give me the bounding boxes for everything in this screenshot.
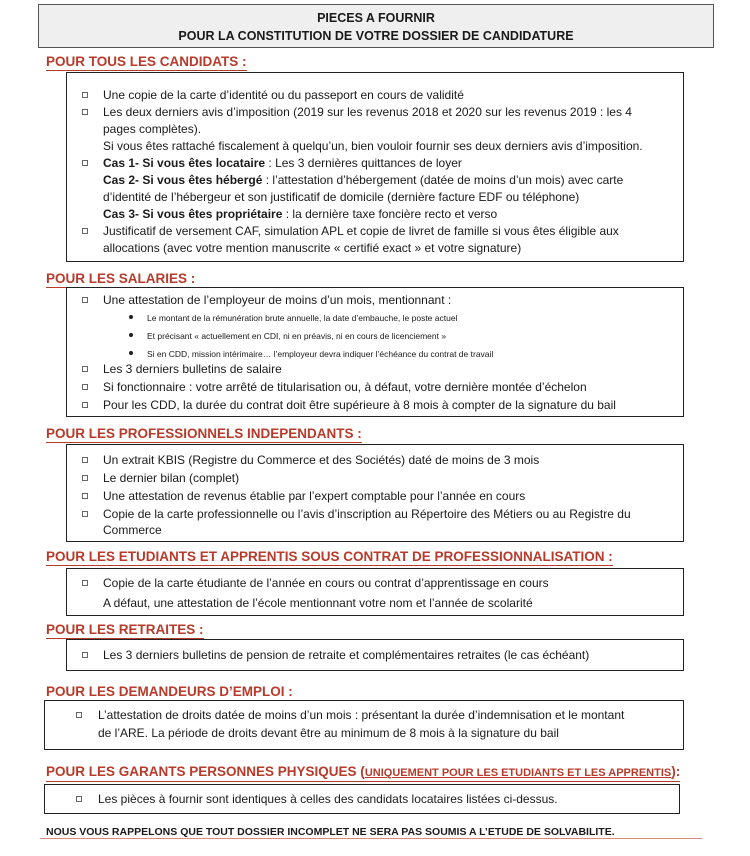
checkbox[interactable] (82, 652, 88, 658)
list-item: Copie de la carte professionnelle ou l’avis d’inscription au Répertoire des Métiers ou au Registre du (103, 507, 631, 521)
list-item-continued: allocations (avec votre mention manuscrite « certifié exact » et votre signature) (103, 241, 522, 255)
list-item-continued: Si vous êtes rattaché fiscalement à quelqu’un, bien vouloir fournir ses deux derniers avis d’imposition. (103, 139, 643, 153)
checkbox[interactable] (82, 366, 88, 372)
checkbox[interactable] (82, 160, 88, 166)
garants-title-end: ): (671, 764, 681, 779)
list-item: L’attestation de droits datée de moins d’un mois : présentant la durée d’indemnisation et le montant (98, 708, 625, 722)
list-item: Les pièces à fournir sont identiques à celles des candidats locataires listées ci-dessus. (98, 792, 558, 806)
list-item: Les 3 derniers bulletins de pension de retraite et complémentaires retraites (le cas échéant) (103, 648, 590, 662)
checkbox[interactable] (76, 712, 82, 718)
case-text: : la dernière taxe foncière recto et verso (282, 207, 498, 221)
sub-item: Si en CDD, mission intérimaire… l’employeur devra indiquer l’échéance du contrat de travail (147, 349, 494, 359)
section-title-garants (46, 764, 680, 782)
section-title-retraites: POUR LES RETRAITES : (46, 622, 204, 637)
checkbox[interactable] (82, 475, 88, 481)
bullet-icon (129, 351, 133, 355)
document-header (38, 4, 714, 48)
sub-item: Et précisant « actuellement en CDI, ni en préavis, ni en cours de licenciement » (147, 331, 447, 341)
section-title-demandeurs: POUR LES DEMANDEURS D’EMPLOI : (46, 684, 293, 699)
list-item: Pour les CDD, la durée du contrat doit être supérieure à 8 mois à compter de la signature du bail (103, 398, 616, 412)
section-title-etudiants: POUR LES ETUDIANTS ET APPRENTIS SOUS CONTRAT DE PROFESSIONNALISATION : (46, 549, 613, 564)
list-item-continued: d’identité de l’hébergeur et son justificatif de domicile (dernière facture EDF ou téléphone) (103, 190, 580, 204)
list-item: Un extrait KBIS (Registre du Commerce et des Sociétés) daté de moins de 3 mois (103, 453, 540, 467)
checkbox[interactable] (82, 493, 88, 499)
footer-notice: NOUS VOUS RAPPELONS QUE TOUT DOSSIER INCOMPLET NE SERA PAS SOUMIS A L’ETUDE DE SOLVABILITE. (46, 826, 615, 838)
checkbox[interactable] (82, 297, 88, 303)
section-title-professionnels: POUR LES PROFESSIONNELS INDEPENDANTS : (46, 426, 362, 441)
section-title-tous: POUR TOUS LES CANDIDATS : (46, 54, 247, 69)
checkbox[interactable] (76, 796, 82, 802)
list-item (103, 206, 497, 223)
checkbox[interactable] (82, 511, 88, 517)
section-title-salaries: POUR LES SALARIES : (46, 271, 196, 286)
header-subtitle: POUR LA CONSTITUTION DE VOTRE DOSSIER DE CANDIDATURE (178, 29, 574, 43)
list-item: Une copie de la carte d’identité ou du passeport en cours de validité (103, 88, 464, 102)
checkbox[interactable] (82, 92, 88, 98)
footer-divider (40, 838, 702, 839)
header-title: PIECES A FOURNIR (317, 11, 435, 25)
case-text: : l’attestation d’hébergement (datée de moins d’un mois) avec carte (262, 173, 624, 187)
list-item: Justificatif de versement CAF, simulation APL et copie de livret de famille si vous êtes éligible aux (103, 224, 619, 238)
case-label: Cas 3- Si vous êtes propriétaire (103, 207, 283, 221)
list-item: Une attestation de l’employeur de moins d’un mois, mentionnant : (103, 293, 452, 307)
garants-title-qualifier: UNIQUEMENT POUR LES ETUDIANTS ET LES APPRENTIS (364, 767, 672, 779)
garants-title: POUR LES GARANTS PERSONNES PHYSIQUES ( (46, 764, 365, 779)
bullet-icon (129, 333, 133, 337)
list-item-continued: de l’ARE. La période de droits devant être au minimum de 8 mois à la signature du bail (98, 726, 559, 740)
list-item (103, 155, 462, 172)
checkbox[interactable] (82, 402, 88, 408)
list-item: Les deux derniers avis d’imposition (2019 sur les revenus 2018 et 2020 sur les revenus 2019 : les 4 (103, 105, 632, 119)
checkbox[interactable] (82, 384, 88, 390)
case-text: : Les 3 dernières quittances de loyer (265, 156, 462, 170)
list-item: Une attestation de revenus établie par l’expert comptable pour l’année en cours (103, 489, 526, 503)
sub-item: Le montant de la rémunération brute annuelle, la date d’embauche, le poste actuel (147, 313, 458, 323)
case-label: Cas 2- Si vous êtes hébergé (103, 173, 263, 187)
case-label: Cas 1- Si vous êtes locataire (103, 156, 266, 170)
checkbox[interactable] (82, 580, 88, 586)
list-item: Le dernier bilan (complet) (103, 471, 240, 485)
list-item: Si fonctionnaire : votre arrêté de titularisation ou, à défaut, votre dernière montée d’échelon (103, 380, 587, 394)
list-item: Copie de la carte étudiante de l’année en cours ou contrat d’apprentissage en cours (103, 576, 549, 590)
list-item (103, 172, 623, 189)
list-item-continued: Commerce (103, 523, 162, 537)
checkbox[interactable] (82, 109, 88, 115)
bullet-icon (129, 315, 133, 319)
list-item-continued: A défaut, une attestation de l’école mentionnant votre nom et l’année de scolarité (103, 596, 533, 610)
checkbox[interactable] (82, 457, 88, 463)
list-item-continued: pages complètes). (103, 122, 202, 136)
checkbox[interactable] (82, 228, 88, 234)
list-item: Les 3 derniers bulletins de salaire (103, 362, 282, 376)
